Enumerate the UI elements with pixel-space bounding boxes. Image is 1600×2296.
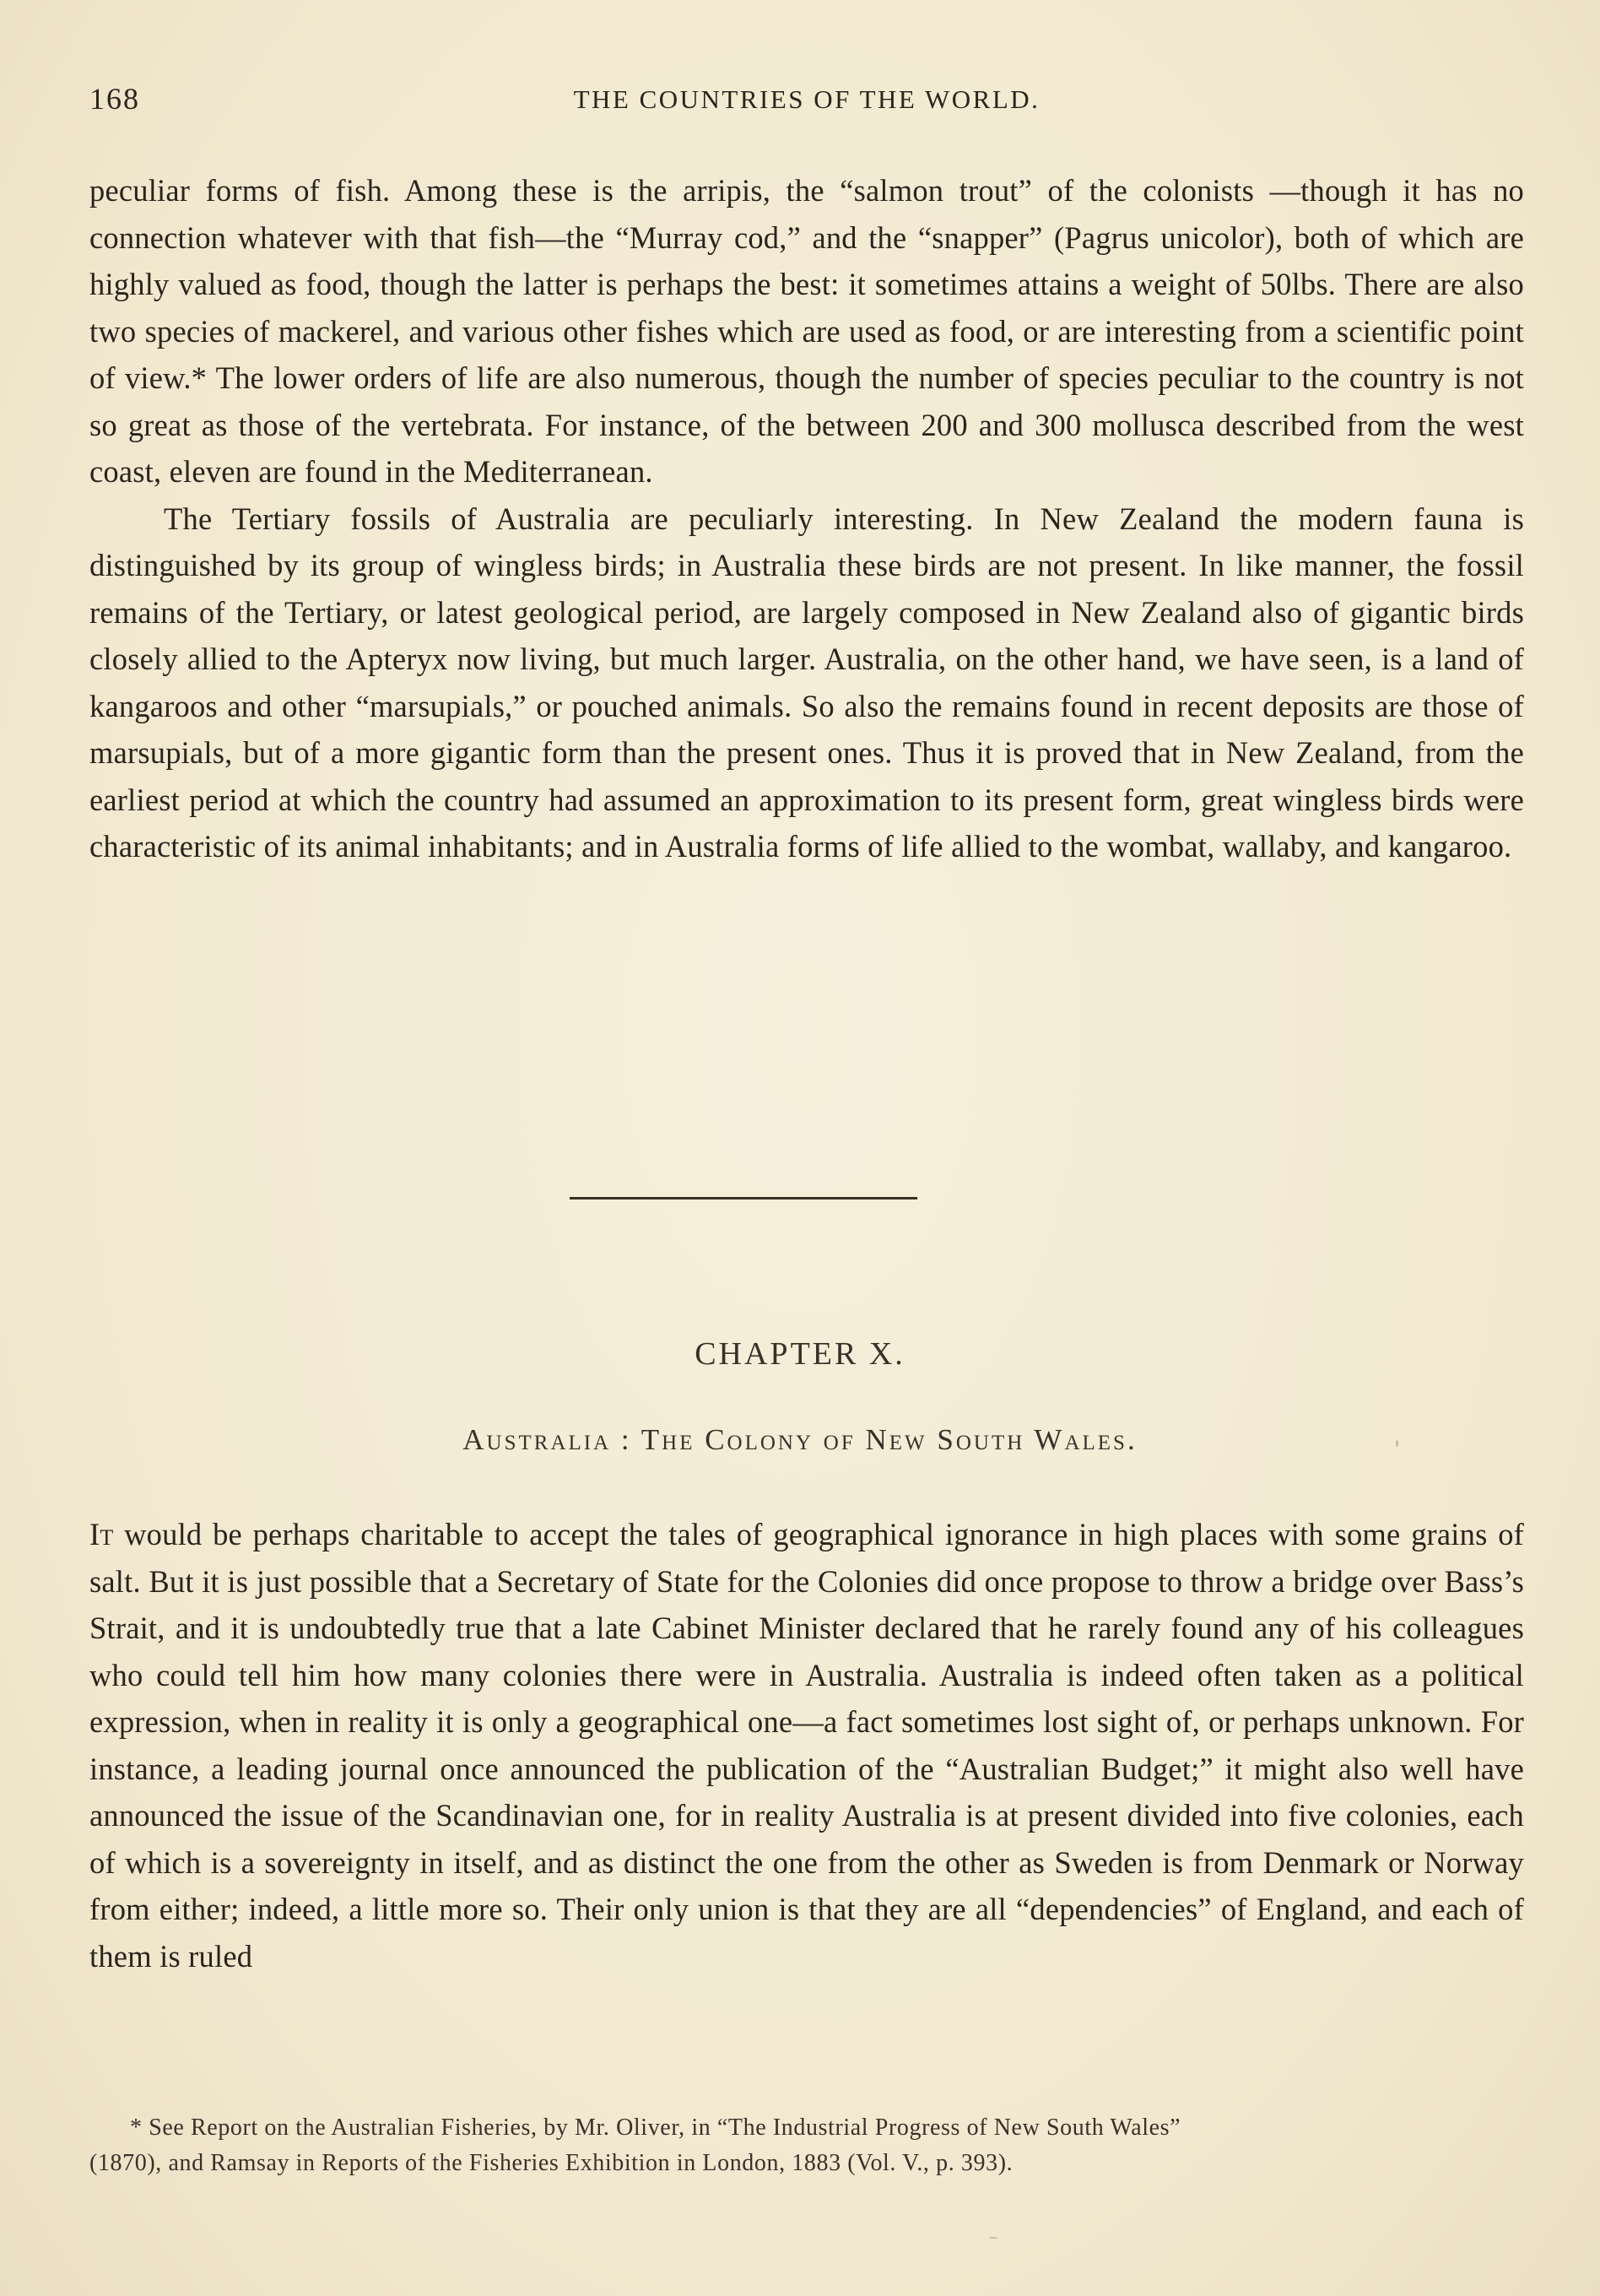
- chapter-text: [89, 1511, 1524, 1979]
- running-head: THE COUNTRIES OF THE WORLD.: [573, 84, 1041, 114]
- page-number: 168: [89, 82, 140, 116]
- chapter-subtitle: Australia : The Colony of New South Wales.: [462, 1423, 1138, 1456]
- section-text: [89, 167, 1524, 870]
- footnote-line: (1870), and Ramsay in Reports of the Fisheries Exhibition in London, 1883 (Vol. V., p. 393).: [89, 2150, 1014, 2176]
- paper-speck: [1396, 1440, 1398, 1447]
- paragraph-text: would be perhaps charitable to accept the tales of geographical ignorance in high places with some grains of salt. But it is just possible that a Secretary of State for the Colonies did once propose to throw a bridge over Bass’s Strait, and it is undoubtedly true that a late Cabinet Minister declared that he rarely found any of his colleagues who could tell him how many colonies there were in Australia. Australia is indeed often taken as a political expression, when in reality it is only a geographical one—a fact sometimes lost sight of, or perhaps unknown. For instance, a leading journal once announced the publication of the “Australian Budget;” it might also well have announced the issue of the Scandinavian one, for in reality Australia is at present divided into five colonies, each of which is a sovereignty in itself, and as distinct the one from the other as Sweden is from Denmark or Norway from either; indeed, a little more so. Their only union is that they are all “dependencies” of England, and each of them is ruled: [89, 1517, 1524, 1974]
- paragraph: The Tertiary fossils of Australia are peculiarly interesting. In New Zealand the modern fauna is distinguished by its group of wingless birds; in Australia these birds are not present. In like manner, the fossil remains of the Tertiary, or latest geological period, are largely composed in New Zealand also of gigantic birds closely allied to the Apteryx now living, but much larger. Australia, on the other hand, we have seen, is a land of kangaroos and other “marsupials,” or pouched animals. So also the remains found in recent deposits are those of marsupials, but of a more gigantic form than the present ones. Thus it is proved that in New Zealand, from the earliest period at which the country had assumed an approximation to its present form, great wingless birds were characteristic of its animal inhabitants; and in Australia forms of life allied to the wombat, wallaby, and kangaroo.: [89, 501, 1524, 864]
- paragraph: [89, 1511, 1524, 1979]
- chapter-title: CHAPTER X.: [695, 1336, 905, 1372]
- paper-speck: [1065, 1584, 1068, 1589]
- section-divider: [570, 1197, 917, 1199]
- lead-word: It: [89, 1517, 114, 1551]
- page-header: [89, 81, 1524, 123]
- footnote: [89, 2110, 1524, 2181]
- paragraph: peculiar forms of fish. Among these is the arripis, the “salmon trout” of the colonists —though it has no connection whatever with that fish—the “Murray cod,” and the “snapper” (Pagrus unicolor), both of which are highly valued as food, though the latter is perhaps the best: it sometimes attains a weight of 50lbs. There are also two species of mackerel, and various other fishes which are used as food, or are interesting from a scientific point of view.* The lower orders of life are also numerous, though the number of species peculiar to the country is not so great as those of the vertebrata. For instance, of the between 200 and 300 mollusca described from the west coast, eleven are found in the Mediterranean.: [89, 173, 1524, 489]
- paper-speck: [989, 2237, 997, 2239]
- footnote-line: * See Report on the Australian Fisheries, by Mr. Oliver, in “The Industrial Progress of New South Wales”: [130, 2115, 1181, 2141]
